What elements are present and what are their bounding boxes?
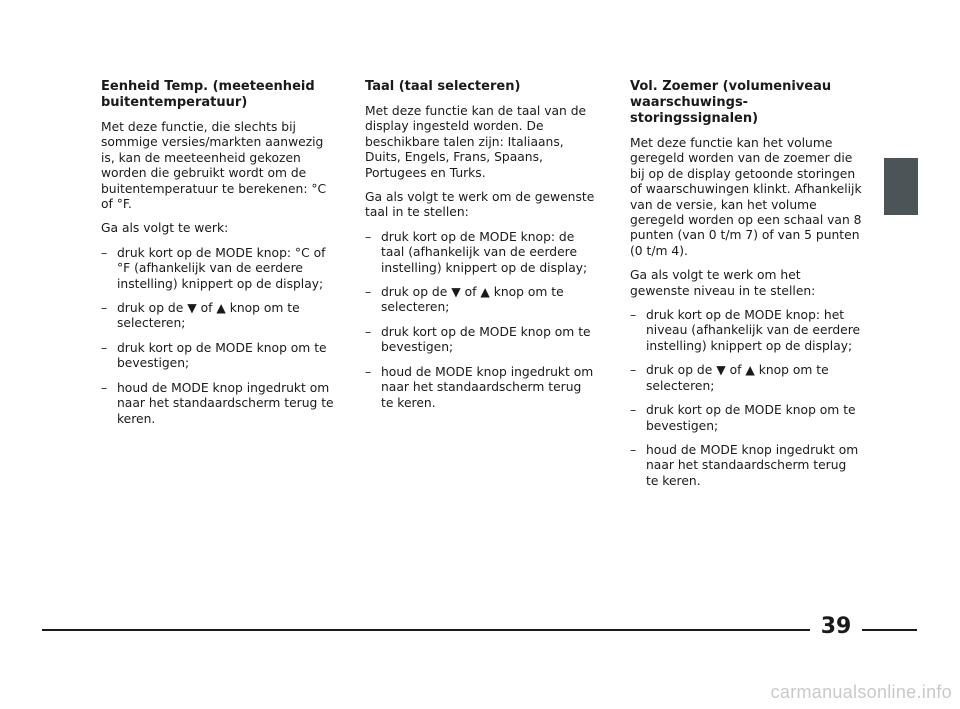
intro-paragraph: Met deze functie kan het volume geregeld worden van de zoemer die bij op de display getoonde storingen of waarschuwingen klinkt. Afhankelijk van de versie, kan het volume geregeld worden op een schaal van 8 punten (van 0 t/m 7) of van 5 punten (0 t/m 4). [630,136,862,258]
watermark: carmanualsonline.info [770,682,952,702]
steps-list [365,230,595,411]
step-item: – druk kort op de MODE knop om te bevestigen; [101,341,339,372]
step-item: – houd de MODE knop ingedrukt om naar het standaardscherm terug te keren. [365,365,595,411]
chapter-tab-marker [884,158,918,215]
step-item: – druk op de ▼ of ▲ knop om te selecteren; [630,363,862,394]
steps-list [630,308,862,489]
step-item: – houd de MODE knop ingedrukt om naar het standaardscherm terug te keren. [630,443,862,489]
intro-paragraph: Met deze functie kan de taal van de display ingesteld worden. De beschikbare talen zijn: Italiaans, Duits, Engels, Frans, Spaans, Portugees en Turks. [365,104,587,180]
step-item: – druk kort op de MODE knop: het niveau (afhankelijk van de eerdere instelling) knippert op de display; [630,308,862,354]
step-item: – druk kort op de MODE knop: °C of °F (afhankelijk van de eerdere instelling) knippert op de display; [101,246,339,292]
section-heading-unit-temp: Eenheid Temp. (meeteenheid buitentemperatuur) [101,79,315,110]
step-item: – druk op de ▼ of ▲ knop om te selecteren; [365,285,595,316]
section-heading-language: Taal (taal selecteren) [365,79,521,94]
instruction-paragraph: Ga als volgt te werk om de gewenste taal in te stellen: [365,190,595,220]
step-item: – druk op de ▼ of ▲ knop om te selecteren; [101,301,339,332]
page-number: 39 [820,614,852,639]
footer-rule-right [862,629,917,631]
instruction-paragraph: Ga als volgt te werk: [101,221,229,236]
step-item: – houd de MODE knop ingedrukt om naar het standaardscherm terug te keren. [101,381,339,427]
step-item: – druk kort op de MODE knop om te bevestigen; [365,325,595,356]
column-language [365,79,595,420]
footer-rule-left [42,629,810,631]
column-unit-temp [101,79,339,436]
intro-paragraph: Met deze functie, die slechts bij sommige versies/markten aanwezig is, kan de meeteenheid gekozen worden die gebruikt wordt om de buitentemperatuur te berekenen: °C of °F. [101,120,327,212]
step-item: – druk kort op de MODE knop om te bevestigen; [630,403,862,434]
step-item: – druk kort op de MODE knop: de taal (afhankelijk van de eerdere instelling) knippert op de display; [365,230,595,276]
steps-list [101,246,339,427]
section-heading-buzzer-volume: Vol. Zoemer (volumeniveau waarschuwings-storingssignalen) [630,79,832,126]
instruction-paragraph: Ga als volgt te werk om het gewenste niveau in te stellen: [630,268,816,298]
column-buzzer-volume [630,79,862,498]
